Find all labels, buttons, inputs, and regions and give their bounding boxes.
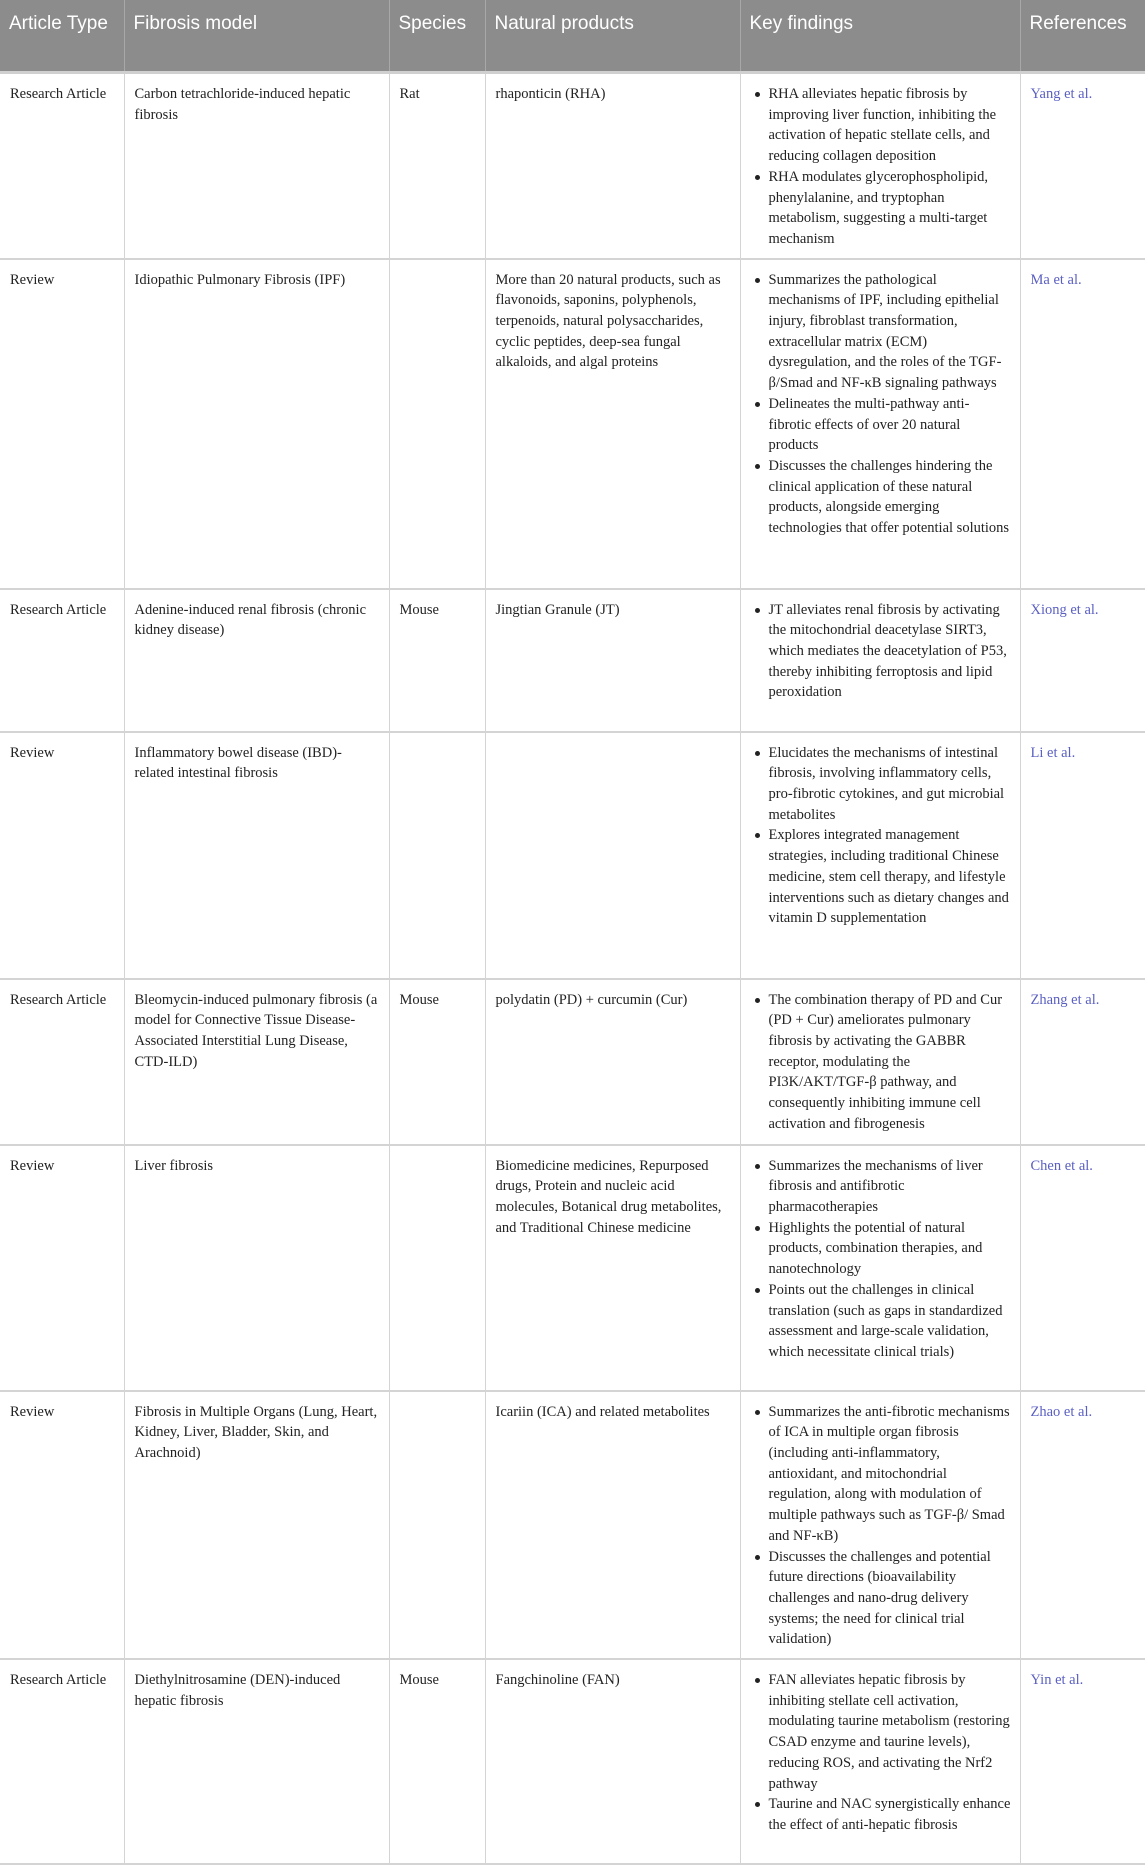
natural-products-cell: polydatin (PD) + curcumin (Cur) (485, 979, 740, 1145)
header-row (0, 0, 1145, 73)
natural-products-cell (485, 732, 740, 979)
key-finding-item: JT alleviates renal fibrosis by activating the mitochondrial deacetylase SIRT3, which mediates the deacetylation of P53, thereby inhibiting ferroptosis and lipid peroxidation (769, 600, 1011, 704)
key-finding-item: Highlights the potential of natural products, combination therapies, and nanotechnology (769, 1218, 1011, 1280)
key-finding-item: Taurine and NAC synergistically enhance the effect of anti-hepatic fibrosis (769, 1794, 1011, 1835)
table-row (0, 1391, 1145, 1659)
natural-products-cell: More than 20 natural products, such as flavonoids, saponins, polyphenols, terpenoids, natural polysaccharides, cyclic peptides, deep-sea fungal alkaloids, and algal proteins (485, 259, 740, 589)
reference-link[interactable]: Yang et al. (1020, 73, 1145, 259)
reference-link[interactable]: Chen et al. (1020, 1145, 1145, 1391)
natural-products-cell: Icariin (ICA) and related metabolites (485, 1391, 740, 1659)
table-header (0, 0, 1145, 73)
key-findings-cell (740, 732, 1020, 979)
species-cell: Rat (389, 73, 485, 259)
key-finding-item: FAN alleviates hepatic fibrosis by inhibiting stellate cell activation, modulating taurine metabolism (restoring CSAD enzyme and taurine levels), reducing ROS, and activating the Nrf2 pathway (769, 1670, 1011, 1794)
reference-link[interactable]: Zhang et al. (1020, 979, 1145, 1145)
fibrosis-model-cell: Fibrosis in Multiple Organs (Lung, Heart, Kidney, Liver, Bladder, Skin, and Arachnoid) (124, 1391, 389, 1659)
article-type-cell: Review (0, 259, 124, 589)
reference-link[interactable]: Yin et al. (1020, 1659, 1145, 1864)
key-findings-list (751, 600, 1011, 704)
key-finding-item: RHA alleviates hepatic fibrosis by improving liver function, inhibiting the activation of hepatic stellate cells, and reducing collagen deposition (769, 84, 1011, 167)
header-natural-products: Natural products (485, 0, 740, 73)
reference-link[interactable]: Zhao et al. (1020, 1391, 1145, 1659)
key-finding-item: RHA modulates glycerophospholipid, phenylalanine, and tryptophan metabolism, suggesting a multi-target mechanism (769, 167, 1011, 250)
species-cell (389, 1391, 485, 1659)
article-type-cell: Research Article (0, 1659, 124, 1864)
table-row (0, 589, 1145, 732)
article-type-cell: Review (0, 1391, 124, 1659)
reference-link[interactable]: Li et al. (1020, 732, 1145, 979)
reference-link[interactable]: Ma et al. (1020, 259, 1145, 589)
key-findings-list (751, 1402, 1011, 1650)
article-type-cell: Research Article (0, 589, 124, 732)
key-findings-list (751, 84, 1011, 250)
key-findings-list (751, 1670, 1011, 1836)
fibrosis-model-cell: Diethylnitrosamine (DEN)-induced hepatic fibrosis (124, 1659, 389, 1864)
key-findings-list (751, 743, 1011, 929)
species-cell (389, 259, 485, 589)
key-finding-item: Summarizes the mechanisms of liver fibrosis and antifibrotic pharmacotherapies (769, 1156, 1011, 1218)
key-findings-cell (740, 1659, 1020, 1864)
table-row (0, 73, 1145, 259)
species-cell (389, 1145, 485, 1391)
species-cell: Mouse (389, 589, 485, 732)
natural-products-cell: Biomedicine medicines, Repurposed drugs, Protein and nucleic acid molecules, Botanical drug metabolites, and Traditional Chinese medicine (485, 1145, 740, 1391)
table-row (0, 1659, 1145, 1864)
natural-products-cell: rhaponticin (RHA) (485, 73, 740, 259)
key-findings-cell (740, 589, 1020, 732)
fibrosis-model-cell: Idiopathic Pulmonary Fibrosis (IPF) (124, 259, 389, 589)
article-type-cell: Research Article (0, 979, 124, 1145)
header-key-findings: Key findings (740, 0, 1020, 73)
article-type-cell: Review (0, 732, 124, 979)
key-findings-cell (740, 73, 1020, 259)
key-finding-item: Delineates the multi-pathway anti-fibrotic effects of over 20 natural products (769, 394, 1011, 456)
key-finding-item: Summarizes the anti-fibrotic mechanisms of ICA in multiple organ fibrosis (including anti-inflammatory, antioxidant, and mitochondrial regulation, along with modulation of multiple pathways such as TGF-β/ Smad and NF-κB) (769, 1402, 1011, 1547)
table-row (0, 259, 1145, 589)
table-row (0, 732, 1145, 979)
key-finding-item: Discusses the challenges hindering the clinical application of these natural products, alongside emerging technologies that offer potential solutions (769, 456, 1011, 539)
species-cell (389, 732, 485, 979)
table-row (0, 979, 1145, 1145)
article-type-cell: Review (0, 1145, 124, 1391)
key-finding-item: Explores integrated management strategies, including traditional Chinese medicine, stem cell therapy, and lifestyle interventions such as dietary changes and vitamin D supplementation (769, 825, 1011, 929)
key-findings-list (751, 270, 1011, 539)
key-finding-item: The combination therapy of PD and Cur (PD + Cur) ameliorates pulmonary fibrosis by activating the GABBR receptor, modulating the PI3K/AKT/TGF-β pathway, and consequently inhibiting immune cell activation and fibrogenesis (769, 990, 1011, 1135)
key-findings-cell (740, 1391, 1020, 1659)
fibrosis-model-cell: Carbon tetrachloride-induced hepatic fibrosis (124, 73, 389, 259)
header-references: References (1020, 0, 1145, 73)
fibrosis-model-cell: Inflammatory bowel disease (IBD)-related intestinal fibrosis (124, 732, 389, 979)
header-article-type: Article Type (0, 0, 124, 73)
key-findings-cell (740, 979, 1020, 1145)
fibrosis-model-cell: Bleomycin-induced pulmonary fibrosis (a model for Connective Tissue Disease-Associated Interstitial Lung Disease, CTD-ILD) (124, 979, 389, 1145)
table-body (0, 73, 1145, 1865)
fibrosis-model-cell: Liver fibrosis (124, 1145, 389, 1391)
key-finding-item: Summarizes the pathological mechanisms of IPF, including epithelial injury, fibroblast transformation, extracellular matrix (ECM) dysregulation, and the roles of the TGF-β/Smad and NF-κB signaling pathways (769, 270, 1011, 394)
key-findings-cell (740, 259, 1020, 589)
header-fibrosis-model: Fibrosis model (124, 0, 389, 73)
key-finding-item: Elucidates the mechanisms of intestinal fibrosis, involving inflammatory cells, pro-fibrotic cytokines, and gut microbial metabolites (769, 743, 1011, 826)
key-findings-list (751, 990, 1011, 1135)
species-cell: Mouse (389, 1659, 485, 1864)
table-row (0, 1145, 1145, 1391)
key-finding-item: Points out the challenges in clinical translation (such as gaps in standardized assessment and large-scale validation, which necessitate clinical trials) (769, 1280, 1011, 1363)
fibrosis-model-cell: Adenine-induced renal fibrosis (chronic kidney disease) (124, 589, 389, 732)
natural-products-cell: Fangchinoline (FAN) (485, 1659, 740, 1864)
key-findings-list (751, 1156, 1011, 1363)
key-findings-cell (740, 1145, 1020, 1391)
header-species: Species (389, 0, 485, 73)
key-finding-item: Discusses the challenges and potential future directions (bioavailability challenges and nano-drug delivery systems; the need for clinical trial validation) (769, 1547, 1011, 1651)
article-type-cell: Research Article (0, 73, 124, 259)
species-cell: Mouse (389, 979, 485, 1145)
reference-link[interactable]: Xiong et al. (1020, 589, 1145, 732)
natural-products-cell: Jingtian Granule (JT) (485, 589, 740, 732)
